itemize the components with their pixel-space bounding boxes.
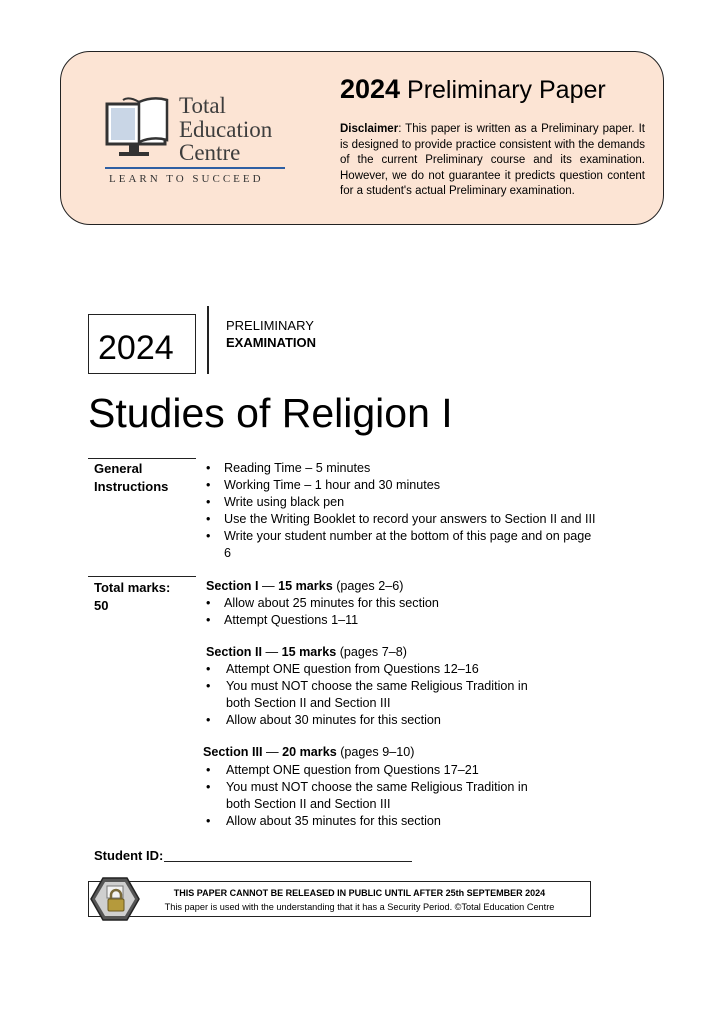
exam-year-box [88, 314, 196, 374]
list-item: • Allow about 35 minutes for this section [206, 813, 551, 830]
general-instructions-list [206, 460, 596, 562]
student-id-field[interactable] [164, 861, 412, 862]
security-notice: This paper is used with the understanding that it has a Security Period. ©Total Education Centre [164, 902, 555, 912]
paper-title-text: Preliminary Paper [407, 76, 606, 104]
exam-year: 2024 [98, 329, 174, 367]
header-banner [60, 51, 664, 225]
section-1-heading: Section I — 15 marks (pages 2–6) [206, 579, 404, 593]
security-footer [88, 881, 591, 917]
rule [88, 458, 196, 459]
logo-tagline: LEARN TO SUCCEED [109, 173, 264, 185]
divider [207, 306, 209, 374]
list-item: • Attempt ONE question from Questions 17–21 [206, 762, 551, 779]
logo-name: Total Education Centre [179, 93, 273, 165]
list-item: • Use the Writing Booklet to record your answers to Section II and III [206, 511, 596, 528]
disclaimer-text: : This paper is written as a Preliminary paper. It is designed to provide practice consistent with the demands of the current Preliminary course and its examination. However, we do not guarantee it predicts question content for a student's actual Preliminary examination. [340, 123, 645, 197]
paper-title-year: 2024 [340, 74, 401, 104]
section-3-list [206, 762, 551, 830]
exam-type-line1: PRELIMINARY [226, 318, 314, 333]
rule [88, 576, 196, 577]
section-3-heading: Section III — 20 marks (pages 9–10) [203, 745, 415, 759]
list-item: • Working Time – 1 hour and 30 minutes [206, 477, 596, 494]
section-2-heading: Section II — 15 marks (pages 7–8) [206, 645, 407, 659]
list-item: • Allow about 30 minutes for this section [206, 712, 551, 729]
list-item: • Attempt Questions 1–11 [206, 612, 596, 629]
paper-title [340, 74, 606, 105]
subject-title: Studies of Religion I [88, 390, 453, 436]
list-item: • You must NOT choose the same Religious Tradition in both Section II and Section III [206, 678, 551, 712]
list-item: • Reading Time – 5 minutes [206, 460, 596, 477]
logo [105, 94, 285, 189]
book-monitor-icon [105, 94, 177, 166]
student-id-label: Student ID: [94, 848, 164, 863]
list-item: • Write your student number at the bottom of this page and on page 6 [206, 528, 596, 562]
padlock-icon [89, 876, 141, 922]
disclaimer [340, 122, 645, 210]
exam-type-line2: EXAMINATION [226, 335, 317, 350]
list-item: • Attempt ONE question from Questions 12–16 [206, 661, 551, 678]
section-1-list [206, 595, 596, 629]
logo-rule [105, 167, 285, 169]
list-item: • Write using black pen [206, 494, 596, 511]
total-marks-label: Total marks: 50 [94, 580, 171, 613]
release-notice: THIS PAPER CANNOT BE RELEASED IN PUBLIC UNTIL AFTER 25th SEPTEMBER 2024 [173, 888, 546, 898]
general-instructions-label: General Instructions [94, 461, 169, 494]
section-2-list [206, 661, 551, 729]
disclaimer-label: Disclaimer [340, 123, 399, 135]
list-item: • Allow about 25 minutes for this section [206, 595, 596, 612]
list-item: • You must NOT choose the same Religious Tradition in both Section II and Section III [206, 779, 551, 813]
